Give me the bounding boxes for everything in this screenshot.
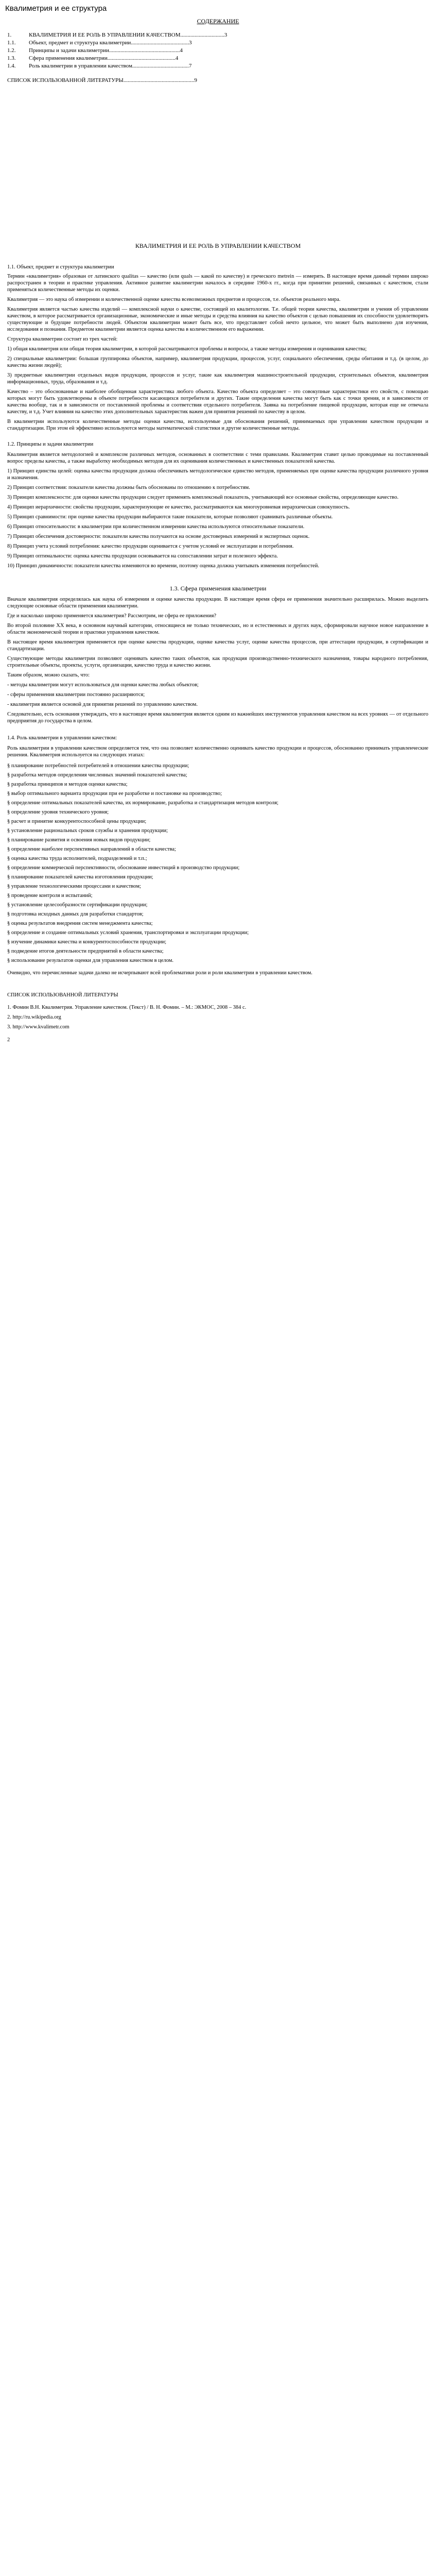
- list-item: § подведение итогов деятельности предприятий в области качества;: [7, 948, 164, 954]
- list-item: § проведение контроля и испытаний;: [7, 893, 93, 899]
- toc-item-dots: .........................................: [131, 40, 189, 46]
- toc-item-dots: ........................................: [132, 63, 189, 69]
- toc-item-number: 1.2.: [7, 47, 16, 54]
- toc-item-number: 1.3.: [7, 55, 16, 61]
- paragraph: 1) общая квалиметрия или общая теория квалиметрии, в которой рассматриваются проблемы и вопросы, а также методы измерения и оценивания качества;: [7, 346, 367, 352]
- paragraph: Существующие методы квалиметрии позволяют оценивать качество таких объектов, как продукция производственно-технического назначения, товары народного потребления, строительные объекты, проекты, услуги, организации, качество труда и качество жизни.: [7, 656, 428, 668]
- document-title: Квалиметрия и ее структура: [5, 4, 107, 13]
- toc-item[interactable]: [7, 47, 183, 54]
- section-1-4-intro: Роль квалиметрии в управлении качеством определяется тем, что она позволяет количественно оценивать качество продукции и процессов, обоснованно принимать управленческие решения. Квалиметрия используется на следующих этапах:: [7, 745, 428, 758]
- list-item: § подготовка исходных данных для разработки стандартов;: [7, 911, 144, 917]
- paragraph: В настоящее время квалиметрия применяется при оценке качества продукции, оценке качества услуг, оценке качества процессов, при аттестации продукции, в сертификации и стандартизации.: [7, 639, 428, 652]
- toc-item-number: 1.1.: [7, 40, 16, 46]
- toc-item-page: 4: [175, 55, 179, 61]
- list-item: § оценка качества труда исполнителей, подразделений и т.п.;: [7, 856, 147, 861]
- list-item: § определение оптимальных показателей качества, их нормирование, разработка и стандартизация методов контроля;: [7, 800, 278, 806]
- toc-item-number: 1.: [7, 32, 12, 38]
- paragraph: Квалиметрия является методологией и комплексом различных методов, основанных в соответствии с теми правилами. Квалиметрия ставит целью проводимые на поставленный вопрос пределы качества, а также выработку необходимых методов для их оценивания количественных и качественных показателей качества.: [7, 452, 428, 464]
- toc-item-label: Объект, предмет и структура квалиметрии: [29, 40, 131, 46]
- toc-item-dots: ................................................: [107, 55, 176, 61]
- list-item: § планирование потребностей потребителей в отношении качества продукции;: [7, 763, 189, 769]
- list-item: § определение уровня технического уровня;: [7, 809, 109, 815]
- paragraph: Во второй половине XX века, в основном научный категории, относящиеся не только технических, но и естественных и других наук, сформировали научное новое направление в области экономической теории и практики управления качеством.: [7, 623, 428, 635]
- paragraph: 8) Принцип учета условий потребления: качество продукции оценивается с учетом условий ее эксплуатации и потребления.: [7, 544, 294, 549]
- toc-item-label: КВАЛИМЕТРИЯ И ЕЕ РОЛЬ В УПРАВЛЕНИИ КАЧЕСТВОМ: [29, 32, 181, 38]
- toc-item[interactable]: [7, 63, 191, 69]
- list-item: § планирование показателей качества изготовления продукции;: [7, 874, 153, 880]
- toc-item-label: Сфера применения квалиметрии: [29, 55, 108, 61]
- section-1-3-heading: 1.3. Сфера применения квалиметрии: [169, 585, 267, 592]
- list-item: § управление технологическими процессами и качеством;: [7, 884, 141, 889]
- toc-item[interactable]: [7, 40, 192, 46]
- references-heading: СПИСОК ИСПОЛЬЗОВАННОЙ ЛИТЕРАТУРЫ: [7, 992, 118, 998]
- paragraph: 10) Принцип динамичности: показатели качества изменяются во времени, поэтому оценка должна учитывать изменения потребностей.: [7, 563, 319, 569]
- paragraph: 2) Принцип соответствия: показатели качества должны быть обоснованы по отношению к потребностям.: [7, 485, 250, 490]
- list-item: § оценка результатов внедрения систем менеджмента качества;: [7, 921, 153, 926]
- list-item: § использование результатов оценки для управления качеством в целом.: [7, 958, 174, 963]
- paragraph: Квалиметрия — это наука об измерении и количественной оценке качества всевозможных предметов и процессов, т.е. объектов реального мира.: [7, 297, 341, 302]
- section-1-heading: КВАЛИМЕТРИЯ И ЕЕ РОЛЬ В УПРАВЛЕНИИ КАЧЕСТВОМ: [135, 242, 301, 249]
- list-item: § разработка принципов и методов оценки качества;: [7, 782, 128, 787]
- paragraph: Структура квалиметрии состоит из трех частей:: [7, 336, 118, 342]
- toc-item-dots: ..................................................: [109, 47, 180, 54]
- toc-heading: СОДЕРЖАНИЕ: [197, 18, 239, 25]
- toc-item[interactable]: [7, 77, 197, 83]
- section-1-4-heading: 1.4. Роль квалиметрии в управлении качеством:: [7, 735, 117, 741]
- page-number: 2: [7, 1037, 10, 1043]
- paragraph: 1) Принцип единства целей: оценка качества продукции должна обеспечивать методологическое единство методов, применяемых при оценке качества продукции различного уровня и назначения.: [7, 468, 428, 481]
- paragraph: 7) Принцип обеспечения достоверности: показатели качества получаются на основе достоверных измерений и экспертных оценок.: [7, 534, 310, 539]
- toc-item-dots: ...............................: [180, 32, 224, 38]
- list-item: § изучение динамики качества и конкурентоспособности продукции;: [7, 939, 167, 945]
- paragraph: 3) предметные квалиметрии отдельных видов продукции, процессов и услуг, такие как квалиметрия машиностроительной продукции, строительных объектов, квалиметрия информационных, труда, образования и т.д.: [7, 372, 428, 385]
- section-1-1-heading: 1.1. Объект, предмет и структура квалиметрии: [7, 264, 114, 270]
- paragraph: - методы квалиметрии могут использоваться для оценки качества любых объектов;: [7, 682, 199, 688]
- list-item: § установление целесообразности сертификации продукции;: [7, 902, 148, 908]
- list-item: § разработка методов определения численных значений показателей качества;: [7, 772, 187, 778]
- reference-item: 1. Фомин В.Н. Квалиметрия. Управление качеством. (Текст) / В. Н. Фомин. – М.: ЭКМОС, 2008 – 384 с.: [7, 1005, 247, 1010]
- paragraph: Таким образом, можно сказать, что:: [7, 672, 90, 678]
- toc-item-page: 3: [189, 40, 192, 46]
- paragraph: 4) Принцип иерархичности: свойства продукции, характеризующие ее качество, рассматриваются как многоуровневая иерархическая совокупность.: [7, 504, 350, 510]
- list-item: § установление рациональных сроков службы и хранения продукции;: [7, 828, 168, 834]
- toc-item-page: 4: [180, 47, 183, 54]
- paragraph: Где и насколько широко применяется квалиметрия? Рассмотрим, не сфера ее приложения?: [7, 613, 217, 619]
- toc-item-label: Роль квалиметрии в управлении качеством: [29, 63, 132, 69]
- reference-item: 3. http://www.kvalimetr.com: [7, 1024, 69, 1030]
- list-item: § определение и создание оптимальных условий хранения, транспортировки и эксплуатации продукции;: [7, 930, 249, 936]
- paragraph: - сферы применения квалиметрии постоянно расширяются;: [7, 692, 145, 698]
- reference-item: 2. http://ru.wikipedia.org: [7, 1014, 61, 1020]
- toc-item-page: 3: [224, 32, 228, 38]
- section-1-4-outro: Очевидно, что перечисленные задачи далеко не исчерпывают всей проблематики роли и роли квалиметрии в управлении качеством.: [7, 970, 312, 976]
- paragraph: 2) специальные квалиметрии: большая группировка объектов, например, квалиметрия продукции, процессов, услуг, социального обеспечения, среды обитания и т.д. (в целом, до качества жизни людей);: [7, 356, 428, 368]
- list-item: § выбор оптимального варианта продукции при ее разработке и постановке на производство;: [7, 791, 222, 796]
- paragraph: 6) Принцип относительности: в квалиметрии при количественном измерении качества используются относительные показатели.: [7, 524, 305, 530]
- paragraph: 5) Принцип сравнимости: при оценке качества продукции выбираются такие показатели, которые позволяют сравнивать различные объекты.: [7, 514, 333, 520]
- paragraph: 3) Принцип комплексности: для оценки качества продукции следует применять комплексный показатель, учитывающий все основные свойства, определяющие качество.: [7, 495, 399, 500]
- paragraph: Качество – это обоснованные и наиболее обобщенная характеристика любого объекта. Качество объекта определяет – это совокупные характеристики его свойств, с помощью которых могут быть удовлетворены в объекте потребности касающихся потребителя и других. Такие определения качества могут быть как с точки зрения, и в зависимости от качества вообще, так и в зависимости от поставленной проблемы и соответствия отдельного потребителя. Заявка на потребление пищевой продукции, которая еще не отвечала качеству, и т.д. Учет влияния на качество этих дополнительных характеристик важен для принятия решений по качеству в целом.: [7, 389, 428, 415]
- list-item: § определение коммерческой перспективности, обоснование инвестиций в производство продукции;: [7, 865, 240, 871]
- toc-item-label: Принципы и задачи квалиметрии: [29, 47, 109, 54]
- paragraph: Термин «квалиметрия» образован от латинского qualitas — качество (или quals — какой по качеству) и греческого metrein — измерять. В настоящее время данный термин широко распространен в теории и практике управления. Активное развитие квалиметрии началось в середине 1960-х гг., когда при принятии решений, связанных с качеством, стали применяться количественные методы их оценки.: [7, 274, 428, 293]
- list-item: § планирование развития и освоения новых видов продукции;: [7, 837, 151, 843]
- toc-item-dots: ..................................................: [123, 77, 195, 83]
- toc-item[interactable]: [7, 55, 178, 61]
- list-item: § расчет и принятие конкурентоспособной цены продукции;: [7, 819, 147, 824]
- paragraph: Следовательно, есть основания утверждать, что в настоящее время квалиметрия является одним из важнейших инструментов управления качеством на всех уровнях — от отдельного предприятия до государства в целом.: [7, 711, 428, 724]
- toc-item[interactable]: [7, 32, 227, 38]
- paragraph: 9) Принцип оптимальности: оценка качества продукции основывается на сопоставлении затрат и полезного эффекта.: [7, 553, 278, 559]
- section-1-2-heading: 1.2. Принципы и задачи квалиметрии: [7, 442, 94, 447]
- list-item: § определение наиболее перспективных направлений в области качества;: [7, 846, 176, 852]
- toc-item-page: 7: [188, 63, 192, 69]
- paragraph: Вначале квалиметрия определялась как наука об измерении и оценке качества продукции. В настоящее время сфера ее применения значительно расширилась. Можно выделить следующие основные области применения квалиметрии.: [7, 597, 428, 609]
- toc-item-number: 1.4.: [7, 63, 16, 69]
- paragraph: - квалиметрия является основой для принятия решений по управлению качеством.: [7, 702, 198, 707]
- toc-item-label: СПИСОК ИСПОЛЬЗОВАННОЙ ЛИТЕРАТУРЫ: [7, 77, 124, 83]
- paragraph: В квалиметрии используются количественные методы оценки качества, используемые для обоснования решений, принимаемых при управлении качеством продукции и стандартизации. При этом ей эффективно используются методы математической статистики и другие количественные методы.: [7, 419, 428, 431]
- paragraph: Квалиметрия является частью качества изделий — комплексной науки о качестве, состоящей из квалитологии. Т.е. общей теории качества, квалиметрии и учения об управлении качеством, в которое рассматривается организационные, экономические и иные методы и средства влияния на качество объектов с целью повышения их способности удовлетворять существующие и будущие потребности людей. Объектом квалиметрии может быть все, что представляет собой нечто цельное, что может быть выполнено для изучения, исследования и познания. Предметом квалиметрии является оценка качества в количественном его выражении.: [7, 307, 428, 332]
- toc-item-page: 9: [194, 77, 197, 83]
